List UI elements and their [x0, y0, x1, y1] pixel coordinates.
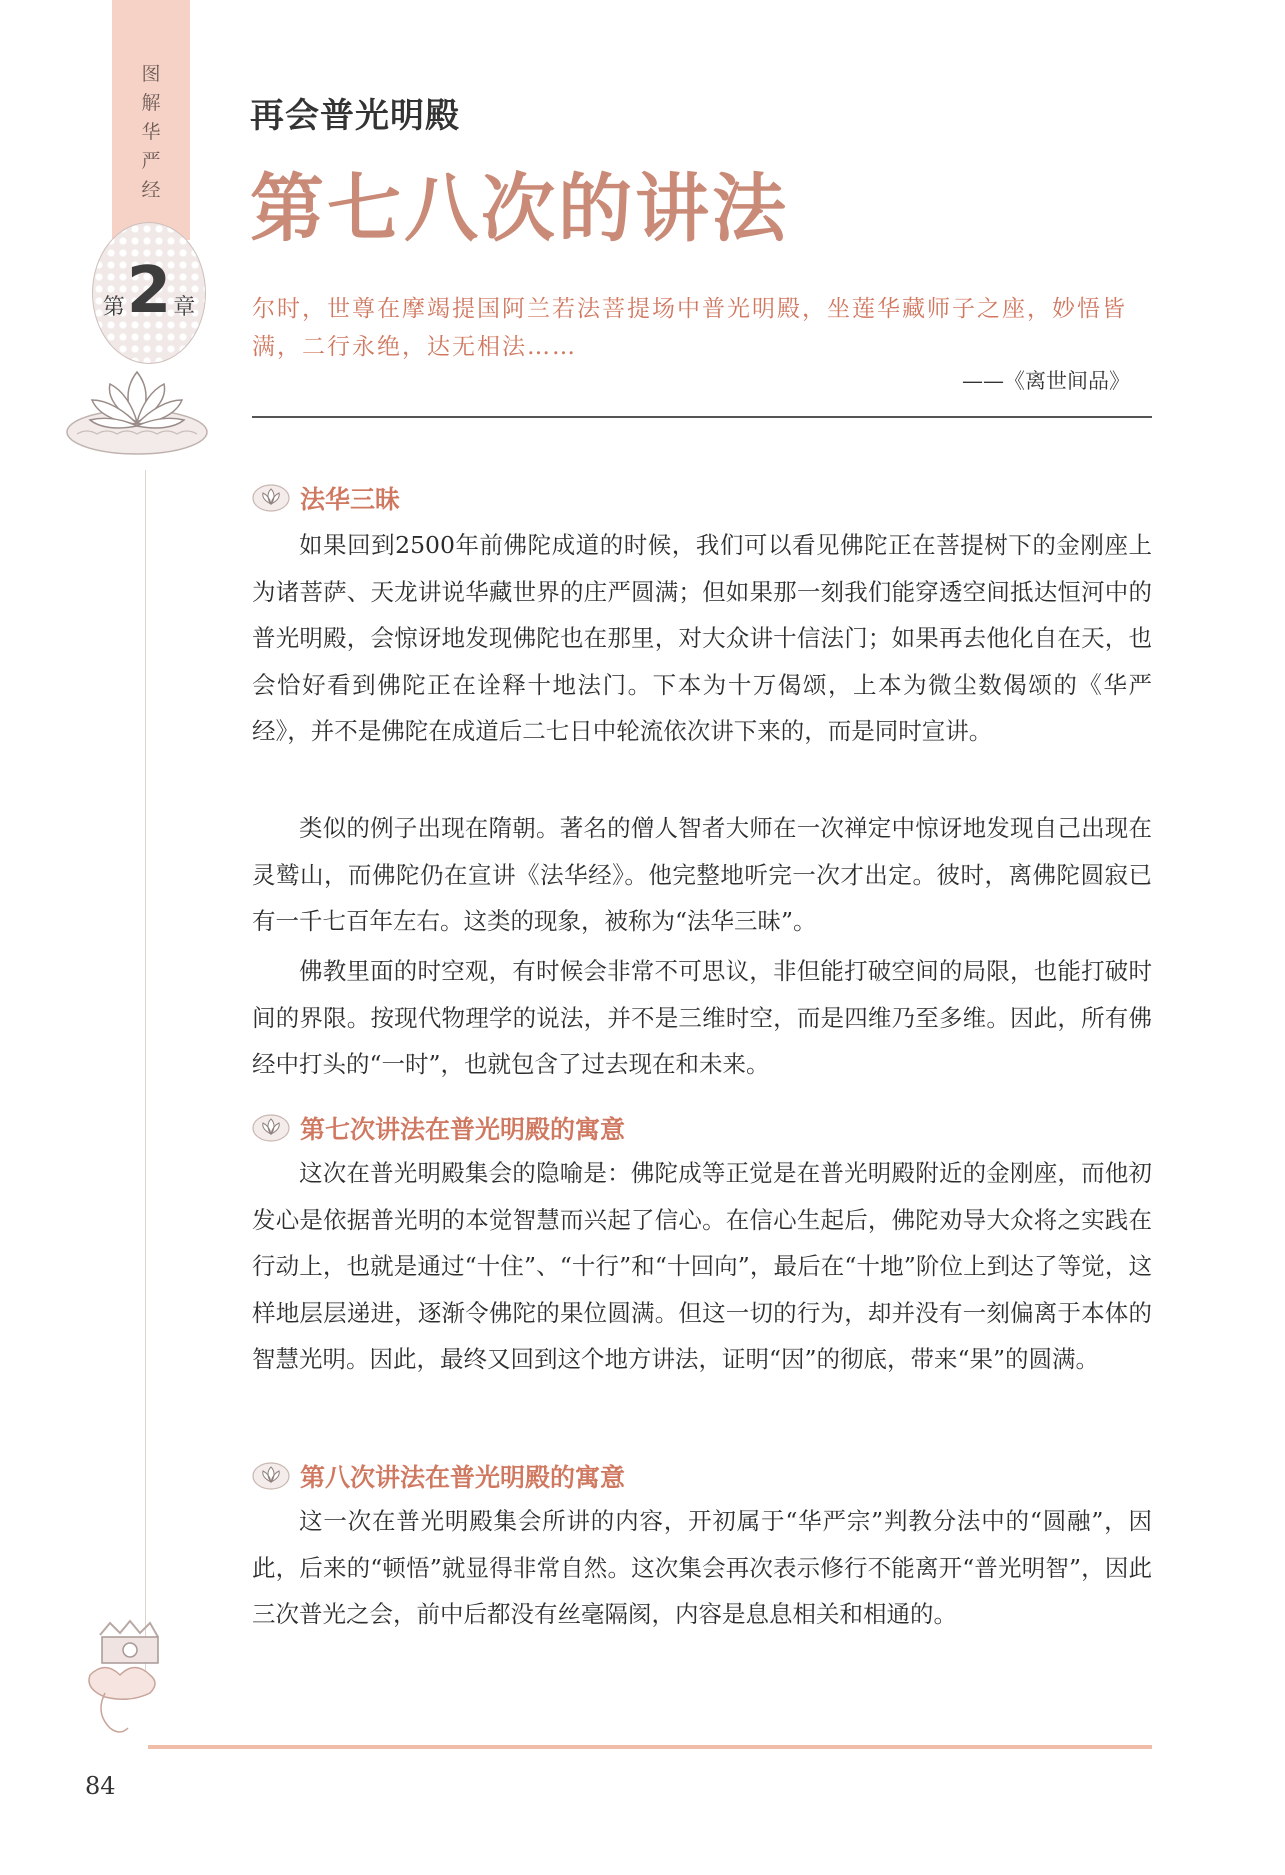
page-subtitle: 再会普光明殿	[250, 96, 460, 136]
page-title: 第七八次的讲法	[250, 166, 789, 252]
section-bullet-icon	[252, 483, 290, 513]
section-bullet-icon	[252, 1113, 290, 1143]
section-bullet-icon	[252, 1461, 290, 1491]
book-title-char: 严	[141, 150, 161, 172]
body-paragraph: 类似的例子出现在隋朝。著名的僧人智者大师在一次禅定中惊讶地发现自己出现在灵鹫山，而佛陀仍在宣讲《法华经》。他完整地听完一次才出定。彼时，离佛陀圆寂已有一千七百年左右。这类的现象，被称为“法华三昧”。	[252, 814, 1152, 935]
chapter-badge	[92, 222, 206, 364]
section-title: 第七次讲法在普光明殿的寓意	[300, 1115, 626, 1144]
book-title-vertical	[112, 60, 190, 205]
book-title-char: 图	[141, 63, 161, 85]
chapter-number: 2	[126, 254, 172, 328]
section-heading	[252, 1108, 625, 1148]
chapter-tab	[112, 0, 190, 240]
epigraph-quote: 尔时，世尊在摩竭提国阿兰若法菩提场中普光明殿，坐莲华藏师子之座，妙悟皆满，二行永绝，达无相法……	[252, 296, 1127, 360]
section-heading	[252, 1456, 625, 1496]
epigraph-source: ——《离世间品》	[962, 369, 1130, 393]
section-title: 第八次讲法在普光明殿的寓意	[300, 1463, 626, 1492]
book-title-char: 解	[141, 92, 161, 114]
book-title-char: 华	[141, 121, 161, 143]
body-paragraph: 这一次在普光明殿集会所讲的内容，开初属于“华严宗”判教分法中的“圆融”，因此，后来的“顿悟”就显得非常自然。这次集会再次表示修行不能离开“普光明智”，因此三次普光之会，前中后都没有丝毫隔阂，内容是息息相关和相通的。	[252, 1507, 1152, 1628]
section-heading	[252, 478, 400, 518]
chapter-prefix: 第	[102, 295, 125, 320]
book-title-char: 经	[141, 179, 161, 201]
page-number: 84	[85, 1772, 116, 1800]
auspicious-cloud-icon	[80, 1615, 170, 1745]
header-divider	[252, 416, 1152, 418]
footer-divider	[148, 1745, 1152, 1749]
margin-divider	[145, 470, 146, 1680]
chapter-suffix: 章	[173, 295, 196, 320]
section-title: 法华三昧	[300, 485, 401, 514]
body-paragraph: 如果回到2500年前佛陀成道的时候，我们可以看见佛陀正在菩提树下的金刚座上为诸菩萨、天龙讲说华藏世界的庄严圆满；但如果那一刻我们能穿透空间抵达恒河中的普光明殿，会惊讶地发现佛陀也在那里，对大众讲十信法门；如果再去他化自在天，也会恰好看到佛陀正在诠释十地法门。下本为十万偈颂，上本为微尘数偈颂的《华严经》，并不是佛陀在成道后二七日中轮流依次讲下来的，而是同时宣讲。	[252, 531, 1152, 745]
body-paragraph: 佛教里面的时空观，有时候会非常不可思议，非但能打破空间的局限，也能打破时间的界限。按现代物理学的说法，并不是三维时空，而是四维乃至多维。因此，所有佛经中打头的“一时”，也就包含了过去现在和未来。	[252, 957, 1152, 1078]
lotus-icon	[62, 362, 212, 462]
body-paragraph: 这次在普光明殿集会的隐喻是：佛陀成等正觉是在普光明殿附近的金刚座，而他初发心是依据普光明的本觉智慧而兴起了信心。在信心生起后，佛陀劝导大众将之实践在行动上，也就是通过“十住”、“十行”和“十回向”，最后在“十地”阶位上到达了等觉，这样地层层递进，逐渐令佛陀的果位圆满。但这一切的行为，却并没有一刻偏离于本体的智慧光明。因此，最终又回到这个地方讲法，证明“因”的彻底，带来“果”的圆满。	[252, 1159, 1152, 1373]
